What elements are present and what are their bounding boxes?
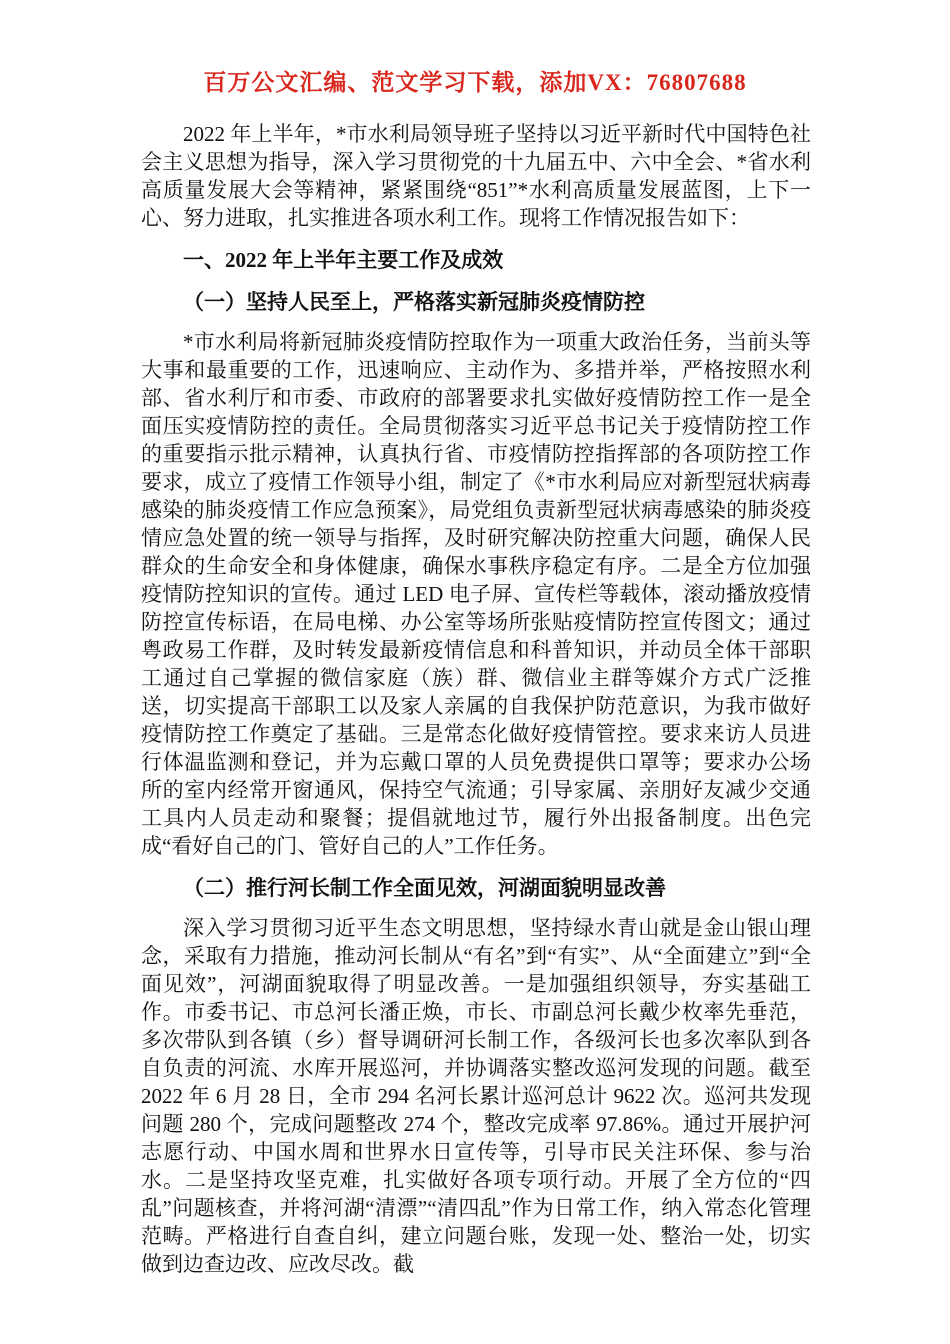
section-heading-main: 一、2022 年上半年主要工作及成效	[183, 248, 504, 272]
subsection-heading-2: （二）推行河长制工作全面见效，河湖面貌明显改善	[183, 876, 666, 900]
intro-paragraph: 2022 年上半年，*市水利局领导班子坚持以习近平新时代中国特色社会主义思想为指导，深入学习贯彻党的十九届五中、六中全会、*省水利高质量发展大会等精神，紧紧围绕“851”*水利高质量发展蓝图，上下一心、努力进取，扎实推进各项水利工作。现将工作情况报告如下：	[141, 122, 811, 230]
subsection-heading-1: （一）坚持人民至上，严格落实新冠肺炎疫情防控	[183, 290, 645, 314]
body-paragraph-1: *市水利局将新冠肺炎疫情防控取作为一项重大政治任务，当前头等大事和最重要的工作，迅速响应、主动作为、多措并举，严格按照水利部、省水利厅和市委、市政府的部署要求扎实做好疫情防控工作一是全面压实疫情防控的责任。全局贯彻落实习近平总书记关于疫情防控工作的重要指示批示精神，认真执行省、市疫情防控指挥部的各项防控工作要求，成立了疫情工作领导小组，制定了《*市水利局应对新型冠状病毒感染的肺炎疫情工作应急预案》，局党组负责新型冠状病毒感染的肺炎疫情应急处置的统一领导与指挥，及时研究解决防控重大问题，确保人民群众的生命安全和身体健康，确保水事秩序稳定有序。二是全方位加强疫情防控知识的宣传。通过 LED 电子屏、宣传栏等载体，滚动播放疫情防控宣传标语，在局电梯、办公室等场所张贴疫情防控宣传图文；通过粤政易工作群，及时转发最新疫情信息和科普知识，并动员全体干部职工通过自己掌握的微信家庭（族）群、微信业主群等媒介方式广泛推送，切实提高干部职工以及家人亲属的自我保护防范意识，为我市做好疫情防控工作奠定了基础。三是常态化做好疫情管控。要求来访人员进行体温监测和登记，并为忘戴口罩的人员免费提供口罩等；要求办公场所的室内经常开窗通风，保持空气流通；引导家属、亲朋好友减少交通工具内人员走动和聚餐；提倡就地过节，履行外出报备制度。出色完成“看好自己的门、管好自己的人”工作任务。	[141, 330, 811, 858]
header-notice: 百万公文汇编、范文学习下载，添加VX：76807688	[203, 70, 747, 95]
document-body	[141, 120, 811, 1278]
body-paragraph-2: 深入学习贯彻习近平生态文明思想，坚持绿水青山就是金山银山理念，采取有力措施，推动河长制从“有名”到“有实”、从“全面建立”到“全面见效”，河湖面貌取得了明显改善。一是加强组织领导，夯实基础工作。市委书记、市总河长潘正焕，市长、市副总河长戴少枚率先垂范，多次带队到各镇（乡）督导调研河长制工作，各级河长也多次率队到各自负责的河流、水库开展巡河，并协调落实整改巡河发现的问题。截至 2022 年 6 月 28 日，全市 294 名河长累计巡河总计 9622 次。巡河共发现问题 280 个，完成问题整改 274 个，整改完成率 97.86%。通过开展护河志愿行动、中国水周和世界水日宣传等，引导市民关注环保、参与治水。二是坚持攻坚克难，扎实做好各项专项行动。开展了全方位的“四乱”问题核查，并将河湖“清漂”“清四乱”作为日常工作，纳入常态化管理范畴。严格进行自查自纠，建立问题台账，发现一处、整治一处，切实做到边查边改、应改尽改。截	[141, 916, 811, 1276]
